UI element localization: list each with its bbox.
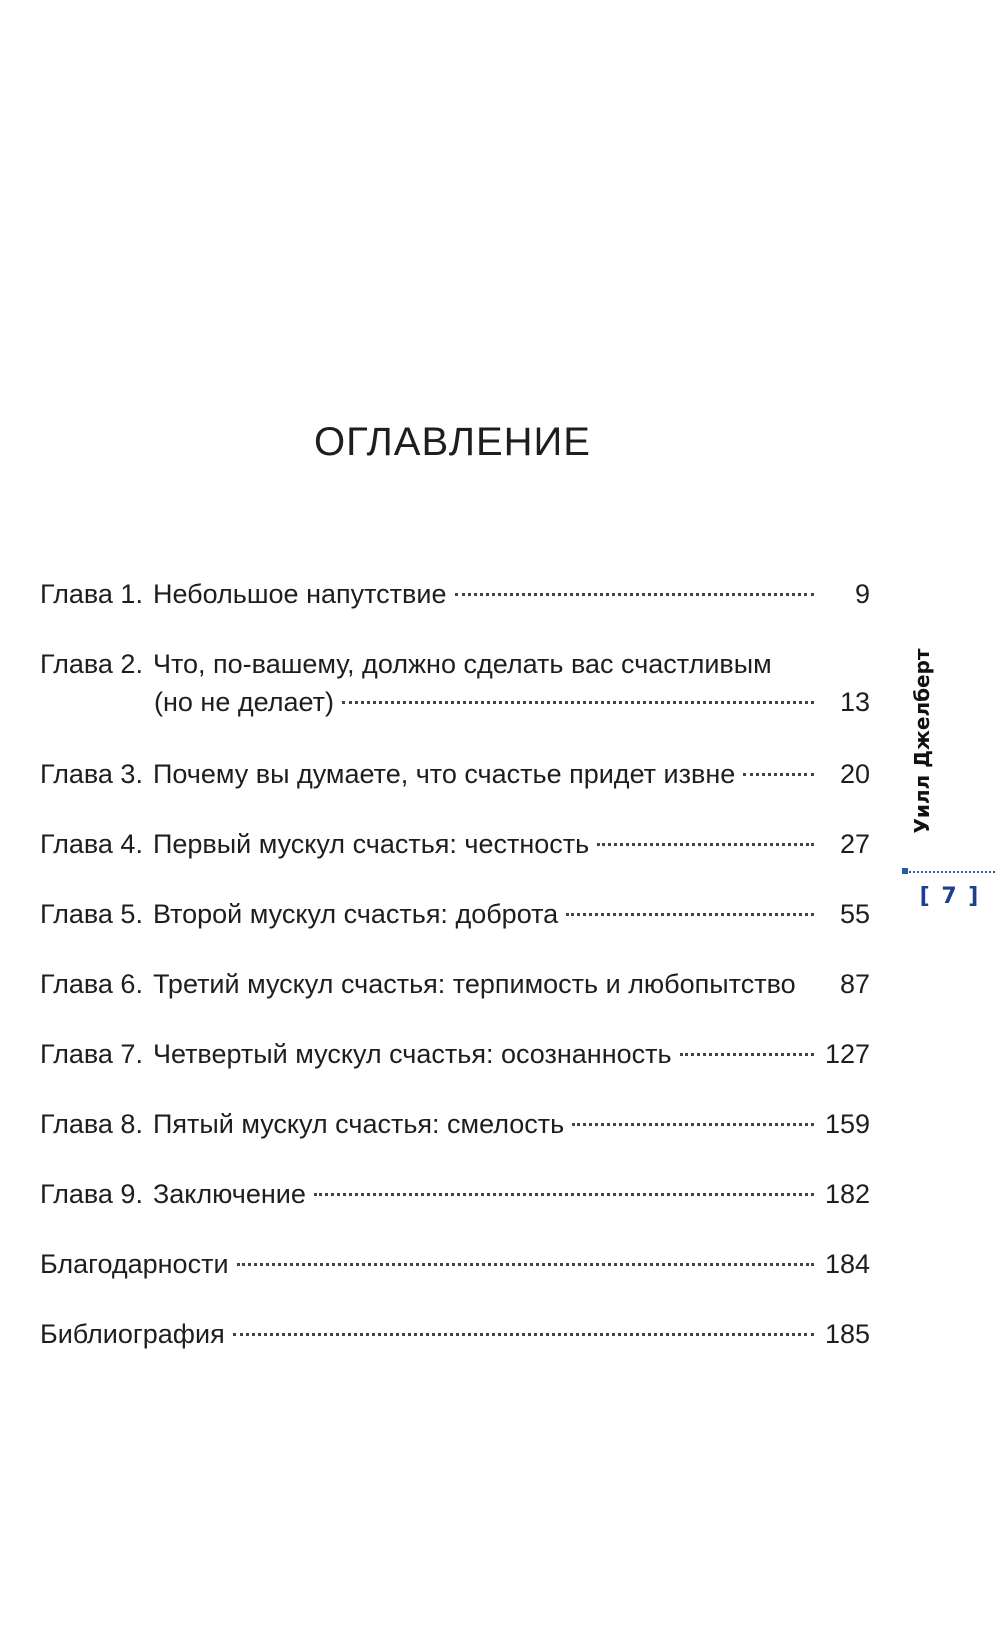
- toc-entry-chapter-7: [40, 1035, 870, 1073]
- toc-entry-page: 182: [824, 1179, 870, 1209]
- dot-leader: [743, 773, 814, 776]
- toc-entry-chapter-9: [40, 1175, 870, 1213]
- toc-entry-chapter-6: [40, 965, 870, 1003]
- toc-entry-prefix: Глава 5.: [40, 899, 143, 929]
- dot-leader: [237, 1263, 814, 1266]
- toc-entry-chapter-8: [40, 1105, 870, 1143]
- dot-leader: [342, 701, 814, 704]
- running-header-author: Уилл Джелберт: [910, 648, 934, 834]
- toc-entry-page: 55: [839, 899, 870, 929]
- toc-entry-label-continued: (но не делает): [154, 687, 334, 717]
- toc-entry-label: Небольшое напутствие: [152, 579, 447, 609]
- toc-entry-page: 185: [824, 1319, 870, 1349]
- toc-entry-chapter-2: [40, 645, 870, 721]
- margin-rule: [905, 871, 995, 873]
- toc-entry-prefix: Глава 4.: [40, 829, 143, 859]
- toc-entry-prefix: Глава 1.: [40, 579, 143, 609]
- dot-leader: [597, 843, 814, 846]
- toc-entry-chapter-1: [40, 575, 870, 613]
- toc-entry-prefix: Глава 8.: [40, 1109, 143, 1139]
- toc-entry-prefix: Глава 3.: [40, 759, 143, 789]
- toc-entry-page: 127: [824, 1039, 870, 1069]
- toc-entry-label: Первый мускул счастья: честность: [152, 829, 590, 859]
- toc-entry-prefix: Глава 9.: [40, 1179, 143, 1209]
- toc-entry-label: Второй мускул счастья: доброта: [152, 899, 559, 929]
- toc-entry-chapter-3: [40, 755, 870, 793]
- toc-entry-label: Почему вы думаете, что счастье придет извне: [152, 759, 736, 789]
- toc-entry-label: Что, по-вашему, должно сделать вас счастливым: [152, 649, 772, 679]
- toc-entry-prefix: Глава 7.: [40, 1039, 143, 1069]
- toc-entry-page: 13: [839, 687, 870, 717]
- toc-entry-page: 27: [839, 829, 870, 859]
- dot-leader: [680, 1053, 814, 1056]
- toc-entry-page: 9: [854, 579, 870, 609]
- toc-entry-page: 159: [824, 1109, 870, 1139]
- toc-entry-label: Третий мускул счастья: терпимость и любопытство: [152, 969, 796, 999]
- dot-leader: [455, 593, 815, 596]
- toc-entry-chapter-5: [40, 895, 870, 933]
- toc-entry-label: Библиография: [40, 1319, 225, 1349]
- page-number: [ 7 ]: [919, 884, 981, 909]
- toc-entry-label: Благодарности: [40, 1249, 229, 1279]
- toc-entry-bibliography: [40, 1315, 870, 1353]
- toc-entry-page: 20: [839, 759, 870, 789]
- toc-entry-acknowledgements: [40, 1245, 870, 1283]
- toc-entry-chapter-4: [40, 825, 870, 863]
- toc-entry-prefix: Глава 2.: [40, 649, 143, 679]
- toc-entry-label: Четвертый мускул счастья: осознанность: [152, 1039, 672, 1069]
- dot-leader: [233, 1333, 814, 1336]
- dot-leader: [804, 983, 814, 986]
- toc-entry-page: 87: [839, 969, 870, 999]
- dot-leader: [314, 1193, 814, 1196]
- toc-entry-prefix: Глава 6.: [40, 969, 143, 999]
- toc-entry-label: Заключение: [152, 1179, 306, 1209]
- page-title: ОГЛАВЛЕНИЕ: [314, 420, 591, 464]
- dot-leader: [566, 913, 814, 916]
- toc-entry-label: Пятый мускул счастья: смелость: [152, 1109, 565, 1139]
- dot-leader: [572, 1123, 814, 1126]
- toc-entry-page: 184: [824, 1249, 870, 1279]
